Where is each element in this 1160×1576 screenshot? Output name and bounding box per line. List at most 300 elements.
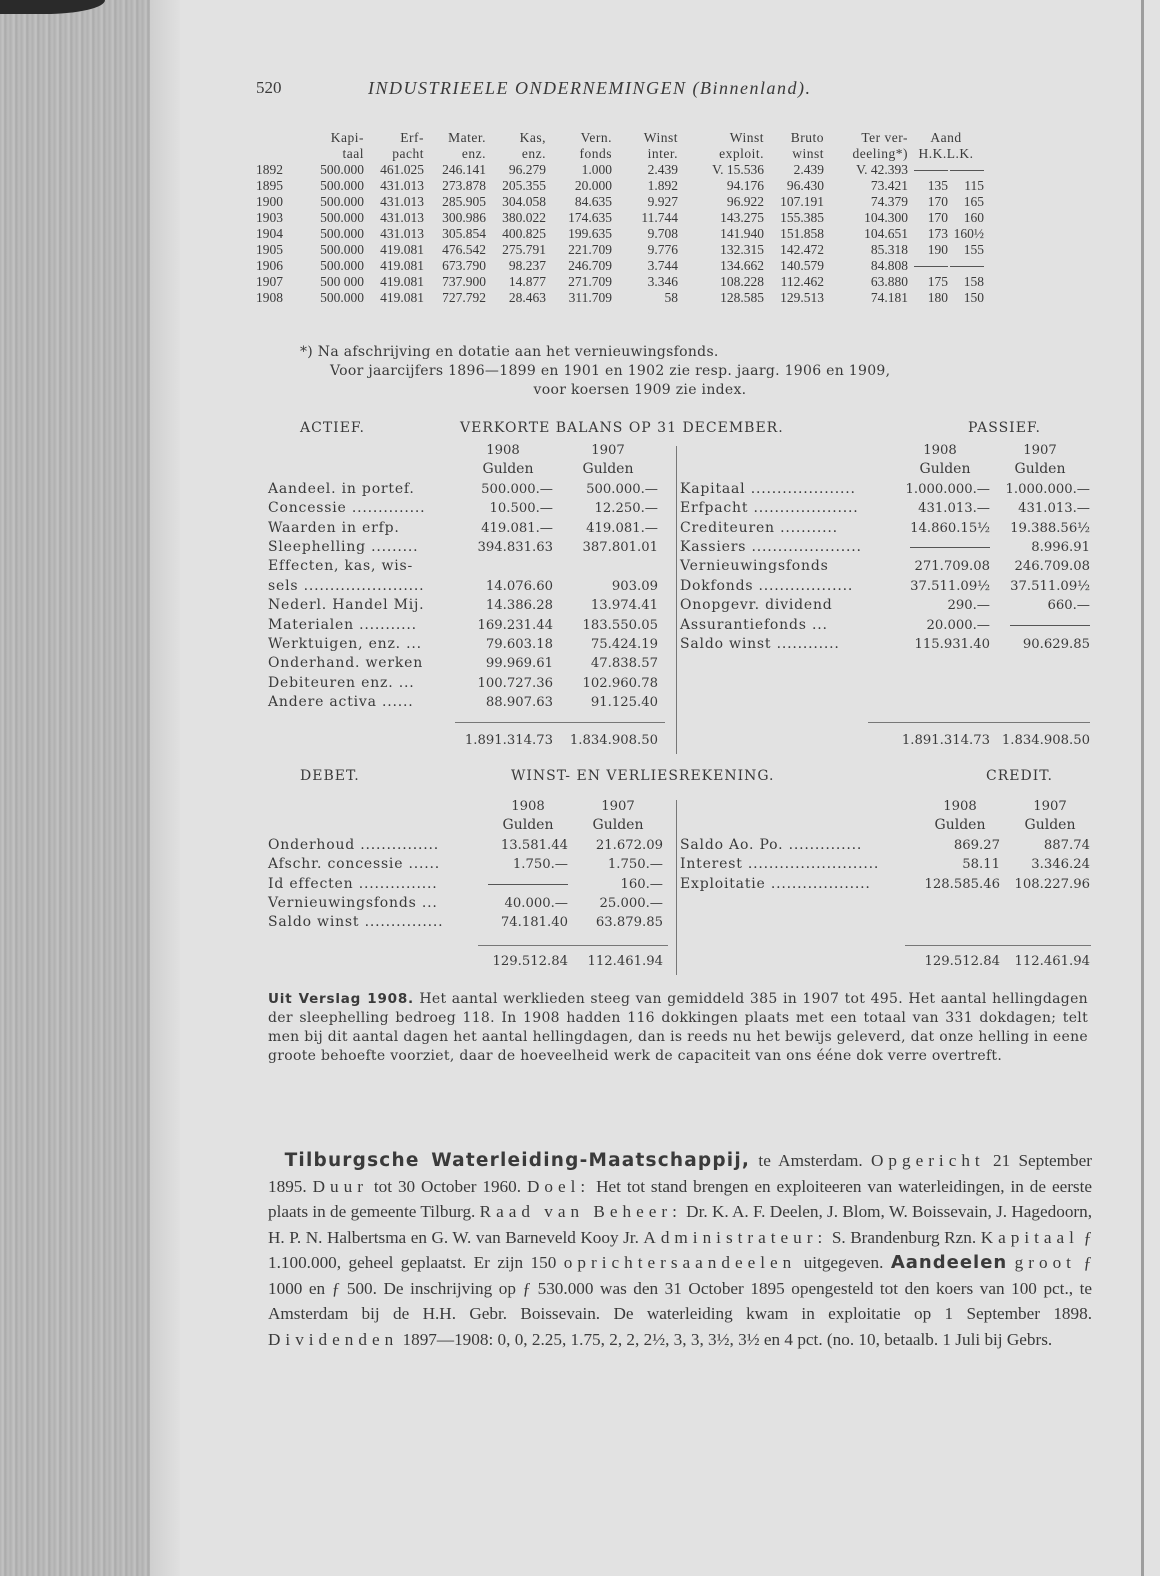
raad-label: Raad van Beheer: xyxy=(479,1202,682,1221)
value-cell: 9.708 xyxy=(647,226,678,241)
account-label: Andere activa ...... xyxy=(268,694,414,711)
yearly-figures-table xyxy=(256,130,1096,306)
value-cell: 84.808 xyxy=(870,258,908,273)
account-value xyxy=(990,616,1090,635)
account-line xyxy=(268,654,668,673)
page-number: 520 xyxy=(256,78,282,97)
account-value: 100.727.36 xyxy=(477,675,553,691)
annual-report-excerpt xyxy=(268,990,1088,1066)
value-cell: 96.430 xyxy=(786,178,824,193)
account-value: 115.931.40 xyxy=(914,636,990,652)
blank-rule xyxy=(1010,625,1090,626)
account-label: Onderhoud ............... xyxy=(268,836,440,853)
value-cell: 500.000 xyxy=(320,194,364,209)
currency-header: Gulden xyxy=(1014,461,1066,478)
value-cell: 500.000 xyxy=(320,162,364,177)
account-line xyxy=(268,519,668,538)
account-value: 660.— xyxy=(1047,598,1090,614)
account-value: 13.974.41 xyxy=(590,598,658,614)
value-cell: 199.635 xyxy=(568,226,612,241)
year-cell: 1892 xyxy=(256,162,283,177)
verslag-text: Het aantal werklieden steeg van gemiddeld 385 in 1907 tot 495. Het aantal hellingdagen der sleephelling bedroeg 118. In 1908 hadden 116 dokkingen plaats met een totaal van 331 dokdagen; telt men bij dit aantal dagen het aantal hellingdagen, dan is reeds nu het bewijs geleverd, dat onze helling in eene groote behoefte voorziet, daar de hoeveelheid werk de capaciteit van ons ééne dok verre overtreft. xyxy=(268,991,1088,1064)
value-cell: 160 xyxy=(963,210,984,225)
account-label: Afschr. concessie ...... xyxy=(268,856,441,873)
account-value xyxy=(468,875,568,894)
account-value: 419.081.— xyxy=(481,520,553,536)
value-cell: 431.013 xyxy=(380,226,424,241)
footnote-koersen: voor koersen 1909 zie index. xyxy=(533,382,747,398)
account-line xyxy=(268,538,668,557)
footnote-jaarcijfers: Voor jaarcijfers 1896—1899 en 1901 en 1902 zie resp. jaarg. 1906 en 1909, xyxy=(330,363,891,379)
account-value: 431.013.— xyxy=(1018,501,1090,517)
total-value: 129.512.84 xyxy=(924,954,1000,969)
value-cell: 419.081 xyxy=(380,290,424,305)
value-cell: 112.462 xyxy=(780,274,824,289)
value-cell: 11.744 xyxy=(641,210,678,225)
blank-rule xyxy=(910,547,990,548)
currency-header: Gulden xyxy=(934,817,986,834)
admin-label: Administrateur: xyxy=(643,1227,828,1247)
value-cell: 14.877 xyxy=(508,274,546,289)
account-value: 63.879.85 xyxy=(595,915,663,931)
value-cell xyxy=(908,162,948,178)
year-header: 1907 xyxy=(1023,443,1057,458)
col-header: Winst xyxy=(729,130,764,145)
value-cell: 461.025 xyxy=(380,162,424,177)
value-cell: 190 xyxy=(927,242,948,257)
account-value: 887.74 xyxy=(1043,837,1090,853)
value-cell: 304.058 xyxy=(502,194,546,209)
currency-header: Gulden xyxy=(502,817,554,834)
actief-heading: ACTIEF. xyxy=(300,420,365,436)
account-value: 500.000.— xyxy=(481,481,553,497)
account-label: Kassiers ..................... xyxy=(680,538,862,555)
year-header: 1907 xyxy=(601,799,635,814)
account-label: Debiteuren enz. ... xyxy=(268,674,415,691)
value-cell: 74.379 xyxy=(870,194,908,209)
value-cell: 2.439 xyxy=(793,162,824,177)
account-line xyxy=(268,557,668,576)
account-value: 19.388.56½ xyxy=(1010,520,1090,536)
account-line xyxy=(680,577,1090,596)
currency-header: Gulden xyxy=(482,461,534,478)
value-cell: 727.792 xyxy=(442,290,486,305)
col-header: Bruto xyxy=(790,130,824,145)
col-header: taal xyxy=(342,146,364,161)
value-cell: 271.709 xyxy=(568,274,612,289)
value-cell: 165 xyxy=(963,194,984,209)
value-cell: 104.300 xyxy=(864,210,908,225)
col-header: Mater. xyxy=(448,130,486,145)
year-header: 1908 xyxy=(486,443,520,458)
aandeelen-label: Aandeelen xyxy=(890,1252,1008,1273)
blank-rule xyxy=(488,884,568,885)
oprichters-label: oprichtersaandeelen xyxy=(563,1253,797,1272)
account-value: 14.386.28 xyxy=(485,598,553,614)
value-cell: 221.709 xyxy=(568,242,612,257)
table-header-row-2 xyxy=(256,146,984,162)
account-value: 37.511.09½ xyxy=(910,578,990,594)
account-line xyxy=(680,499,1090,518)
debet-heading: DEBET. xyxy=(300,768,360,784)
account-value: 25.000.— xyxy=(599,895,663,911)
account-label: Saldo winst ............... xyxy=(268,914,444,931)
col-header: Aand xyxy=(930,130,962,145)
doel-label: Doel: xyxy=(526,1176,591,1196)
col-header: winst xyxy=(792,146,824,161)
value-cell: 419.081 xyxy=(380,274,424,289)
account-label: Sleephelling ......... xyxy=(268,538,419,555)
currency-header: Gulden xyxy=(592,817,644,834)
account-line xyxy=(268,616,668,635)
currency-header: Gulden xyxy=(582,461,634,478)
groot-label: groot xyxy=(1014,1253,1076,1272)
value-cell: 128.585 xyxy=(720,290,764,305)
account-line xyxy=(680,557,1090,576)
value-cell: 246.709 xyxy=(568,258,612,273)
year-cell: 1908 xyxy=(256,290,283,305)
value-cell: 9.776 xyxy=(647,242,678,257)
running-title: INDUSTRIEELE ONDERNEMINGEN (Binnenland). xyxy=(368,78,812,98)
value-cell: 3.346 xyxy=(647,274,678,289)
value-cell: 273.878 xyxy=(442,178,486,193)
value-cell xyxy=(948,162,984,178)
value-cell: 104.651 xyxy=(864,226,908,241)
account-value: 10.500.— xyxy=(489,501,553,517)
account-label: Nederl. Handel Mij. xyxy=(268,597,425,614)
account-value: 102.960.78 xyxy=(582,675,658,691)
account-label: Onopgevr. dividend xyxy=(680,597,833,614)
account-value: 183.550.05 xyxy=(582,617,658,633)
value-cell: 160½ xyxy=(953,226,984,241)
table-row xyxy=(256,274,984,290)
value-cell: 173 xyxy=(927,226,948,241)
col-header: Winst xyxy=(643,130,678,145)
total-rule xyxy=(905,945,1091,946)
account-label: Concessie .............. xyxy=(268,500,426,517)
year-cell: 1907 xyxy=(256,274,283,289)
raad-value: Dr. K. A. F. Deelen, J. Blom, W. Boissevain, J. Hagedoorn, H. P. N. Halbertsma en G. W. van Barneveld Kooy Jr. xyxy=(268,1202,1093,1247)
account-line xyxy=(268,693,668,712)
company-name: Tilburgsche Waterleiding-Maatschappij, xyxy=(284,1150,751,1171)
table-footnotes xyxy=(300,343,1080,400)
col-header: Kas, xyxy=(519,130,546,145)
value-cell: 2.439 xyxy=(647,162,678,177)
account-value: 12.250.— xyxy=(594,501,658,517)
value-cell: 9.927 xyxy=(647,194,678,209)
value-cell: 143.275 xyxy=(720,210,764,225)
table-row xyxy=(256,226,984,242)
total-value: 1.834.908.50 xyxy=(569,733,658,748)
table-row xyxy=(256,290,984,306)
value-cell: 58 xyxy=(664,290,678,305)
account-value: 47.838.57 xyxy=(590,656,658,672)
year-cell: 1904 xyxy=(256,226,283,241)
dash-placeholder xyxy=(950,170,984,171)
value-cell xyxy=(948,258,984,274)
col-header: enz. xyxy=(461,146,486,161)
account-label: Assurantiefonds ... xyxy=(680,616,828,633)
value-cell: 142.472 xyxy=(780,242,824,257)
account-line xyxy=(680,596,1090,615)
value-cell: 275.791 xyxy=(502,242,546,257)
account-value: 169.231.44 xyxy=(477,617,553,633)
value-cell: V. 42.393 xyxy=(856,162,908,177)
account-label: Interest ......................... xyxy=(680,856,880,873)
table-row xyxy=(256,178,984,194)
value-cell: 141.940 xyxy=(720,226,764,241)
debet-total xyxy=(268,952,668,971)
value-cell: 246.141 xyxy=(442,162,486,177)
account-line xyxy=(268,855,668,874)
account-value: 128.585.46 xyxy=(924,876,1000,892)
account-value: 903.09 xyxy=(611,578,658,594)
value-cell: 380.022 xyxy=(502,210,546,225)
value-cell: 151.858 xyxy=(780,226,824,241)
account-value: 20.000.— xyxy=(926,617,990,633)
value-cell: 63.880 xyxy=(870,274,908,289)
account-line xyxy=(680,519,1090,538)
page-header xyxy=(256,78,1076,104)
table-header-row-1 xyxy=(256,130,984,146)
dash-placeholder xyxy=(914,170,948,171)
account-value: 79.603.18 xyxy=(485,636,553,652)
account-label: Id effecten ............... xyxy=(268,875,438,892)
value-cell: 400.825 xyxy=(502,226,546,241)
value-cell: 419.081 xyxy=(380,242,424,257)
account-value: 3.346.24 xyxy=(1031,857,1090,873)
account-value: 14.860.15½ xyxy=(910,520,990,536)
value-cell: 134.662 xyxy=(720,258,764,273)
credit-column xyxy=(680,797,1090,894)
account-label: Onderhand. werken xyxy=(268,655,424,672)
value-cell: 285.905 xyxy=(442,194,486,209)
opgericht-label: Opgericht xyxy=(870,1151,985,1170)
account-value: 1.750.— xyxy=(607,857,663,873)
account-label: Exploitatie ................... xyxy=(680,875,871,892)
table-row xyxy=(256,258,984,274)
account-value: 91.125.40 xyxy=(590,695,658,711)
account-value: 394.831.63 xyxy=(477,539,553,555)
value-cell: 158 xyxy=(963,274,984,289)
col-header: Erf- xyxy=(400,130,424,145)
column-divider xyxy=(676,446,677,754)
account-value xyxy=(870,538,990,557)
value-cell: 205.355 xyxy=(502,178,546,193)
year-header: 1908 xyxy=(923,443,957,458)
year-cell: 1903 xyxy=(256,210,283,225)
year-header: 1908 xyxy=(943,799,977,814)
year-header: 1907 xyxy=(1033,799,1067,814)
value-cell: 500.000 xyxy=(320,258,364,273)
value-cell: 673.790 xyxy=(442,258,486,273)
account-line xyxy=(680,875,1090,894)
value-cell: 108.228 xyxy=(720,274,764,289)
actief-column xyxy=(268,441,668,712)
account-line xyxy=(268,674,668,693)
total-value: 1.891.314.73 xyxy=(464,733,553,748)
table-row xyxy=(256,210,984,226)
value-cell: 135 xyxy=(927,178,948,193)
value-cell: 84.635 xyxy=(574,194,612,209)
value-cell: 170 xyxy=(927,210,948,225)
value-cell: 129.513 xyxy=(780,290,824,305)
value-cell: 431.013 xyxy=(380,178,424,193)
account-value: 74.181.40 xyxy=(500,915,568,931)
total-value: 112.461.94 xyxy=(1014,954,1090,969)
year-header: 1907 xyxy=(591,443,625,458)
account-label: Vernieuwingsfonds ... xyxy=(268,894,438,911)
company-location: te Amsterdam. xyxy=(758,1151,863,1170)
value-cell: 476.542 xyxy=(442,242,486,257)
table-row xyxy=(256,162,984,178)
account-value: 160.— xyxy=(620,876,663,892)
currency-header: Gulden xyxy=(1024,817,1076,834)
account-line xyxy=(680,480,1090,499)
debet-column xyxy=(268,797,668,933)
value-cell: 500.000 xyxy=(320,210,364,225)
credit-total xyxy=(680,952,1090,971)
account-line xyxy=(268,596,668,615)
total-rule xyxy=(868,722,1090,723)
account-label: Erfpacht .................... xyxy=(680,500,859,517)
column-divider xyxy=(676,800,677,975)
value-cell: 180 xyxy=(927,290,948,305)
value-cell: 311.709 xyxy=(568,290,612,305)
passief-total xyxy=(680,731,1090,750)
account-value: 419.081.— xyxy=(586,520,658,536)
passief-column xyxy=(680,441,1090,654)
account-value: 1.000.000.— xyxy=(905,481,990,497)
actief-total xyxy=(268,731,668,750)
value-cell: 170 xyxy=(927,194,948,209)
account-value: 37.511.09½ xyxy=(1010,578,1090,594)
account-label: Saldo Ao. Po. .............. xyxy=(680,836,863,853)
doel-value: Het tot stand brengen en exploiteeren van waterleidingen, in de eerste plaats in de gemeente Tilburg. xyxy=(268,1176,1093,1221)
account-line xyxy=(680,855,1090,874)
account-label: Werktuigen, enz. ... xyxy=(268,635,422,652)
account-label: Vernieuwingsfonds xyxy=(680,558,829,575)
year-cell: 1905 xyxy=(256,242,283,257)
account-value: 1.750.— xyxy=(512,857,568,873)
account-label: Kapitaal .................... xyxy=(680,480,856,497)
total-value: 1.834.908.50 xyxy=(1001,733,1090,748)
value-cell: 94.176 xyxy=(726,178,764,193)
dividenden-label: Dividenden xyxy=(268,1329,399,1349)
table-row xyxy=(256,242,984,258)
value-cell: 115 xyxy=(964,178,984,193)
value-cell: 500.000 xyxy=(320,226,364,241)
value-cell: 431.013 xyxy=(380,194,424,209)
value-cell: 300.986 xyxy=(442,210,486,225)
value-cell: 140.579 xyxy=(780,258,824,273)
value-cell: 155 xyxy=(963,242,984,257)
account-value: 75.424.19 xyxy=(590,636,658,652)
value-cell: 96.279 xyxy=(508,162,546,177)
kapitaal-value: ƒ 1.100.000, geheel geplaatst. Er zijn 150 xyxy=(268,1227,1093,1272)
year-cell: 1895 xyxy=(256,178,283,193)
value-cell: 174.635 xyxy=(568,210,612,225)
account-value: 271.709.08 xyxy=(914,559,990,575)
account-label: sels ....................... xyxy=(268,577,425,594)
value-cell: 1.000 xyxy=(581,162,612,177)
passief-heading: PASSIEF. xyxy=(968,420,1041,436)
col-header: H.K.L.K. xyxy=(918,146,974,161)
account-value: 869.27 xyxy=(953,837,1000,853)
account-label: Effecten, kas, wis- xyxy=(268,558,414,575)
table-row xyxy=(256,194,984,210)
value-cell: 500.000 xyxy=(320,242,364,257)
dividenden-value: 1897—1908: 0, 0, 2.25, 1.75, 2, 2, 2½, 3, 3, 3½, 3½ en 4 pct. (no. 10, betaalb. 1 Juli bij Gebrs. xyxy=(402,1329,1053,1349)
value-cell: 737.900 xyxy=(442,274,486,289)
value-cell: 73.421 xyxy=(870,178,908,193)
opgericht-value: 21 September 1895. xyxy=(268,1151,1092,1196)
total-value: 129.512.84 xyxy=(492,954,568,969)
value-cell: 20.000 xyxy=(574,178,612,193)
account-line xyxy=(680,836,1090,855)
account-value: 13.581.44 xyxy=(500,837,568,853)
value-cell: 500.000 xyxy=(320,290,364,305)
account-line xyxy=(680,538,1090,557)
value-cell: 500 000 xyxy=(320,274,364,289)
account-value: 21.672.09 xyxy=(595,837,663,853)
col-header: Kapi- xyxy=(330,130,364,145)
col-header: Vern. xyxy=(580,130,612,145)
account-value: 99.969.61 xyxy=(485,656,553,672)
value-cell: 85.318 xyxy=(870,242,908,257)
col-header: pacht xyxy=(392,146,424,161)
account-value: 14.076.60 xyxy=(485,578,553,594)
value-cell: 305.854 xyxy=(442,226,486,241)
aandeelen-value: ƒ 1000 en ƒ 500. De inschrijving op ƒ 530.000 was den 31 October 1895 opengesteld tot den koers van 100 pct., te Amsterdam bij de H.H. Gebr. Boissevain. De waterleiding kwam in exploitatie op 1 September 1898. xyxy=(268,1253,1092,1323)
col-header: inter. xyxy=(647,146,678,161)
value-cell: 96.922 xyxy=(726,194,764,209)
account-line xyxy=(268,836,668,855)
value-cell: 419.081 xyxy=(380,258,424,273)
account-label: Waarden in erfp. xyxy=(268,519,400,536)
account-label: Saldo winst ............ xyxy=(680,635,840,652)
credit-heading: CREDIT. xyxy=(986,768,1053,784)
account-line xyxy=(268,913,668,932)
admin-value: S. Brandenburg Rzn. xyxy=(831,1227,977,1247)
total-rule xyxy=(455,722,665,723)
col-header: Ter ver- xyxy=(861,130,908,145)
value-cell: 500.000 xyxy=(320,178,364,193)
pnl-heading: WINST- EN VERLIESREKENING. xyxy=(511,768,775,784)
col-header: deeling*) xyxy=(852,146,908,161)
company-entry xyxy=(268,1148,1092,1352)
account-line xyxy=(268,480,668,499)
year-cell: 1906 xyxy=(256,258,283,273)
value-cell: 150 xyxy=(963,290,984,305)
balance-heading: VERKORTE BALANS OP 31 DECEMBER. xyxy=(460,420,784,436)
value-cell: 175 xyxy=(927,274,948,289)
account-value: 1.000.000.— xyxy=(1005,481,1090,497)
value-cell: 74.181 xyxy=(870,290,908,305)
kapitaal-label: Kapitaal xyxy=(980,1227,1079,1247)
total-value: 112.461.94 xyxy=(587,954,663,969)
account-line xyxy=(268,635,668,654)
col-header: exploit. xyxy=(719,146,764,161)
account-label: Dokfonds .................. xyxy=(680,577,854,594)
currency-header: Gulden xyxy=(919,461,971,478)
account-value: 88.907.63 xyxy=(485,695,553,711)
col-header: enz. xyxy=(521,146,546,161)
duur-value: tot 30 October 1960. xyxy=(373,1176,522,1196)
col-header: fonds xyxy=(579,146,612,161)
value-cell: 3.744 xyxy=(647,258,678,273)
account-label: Crediteuren ........... xyxy=(680,519,838,536)
